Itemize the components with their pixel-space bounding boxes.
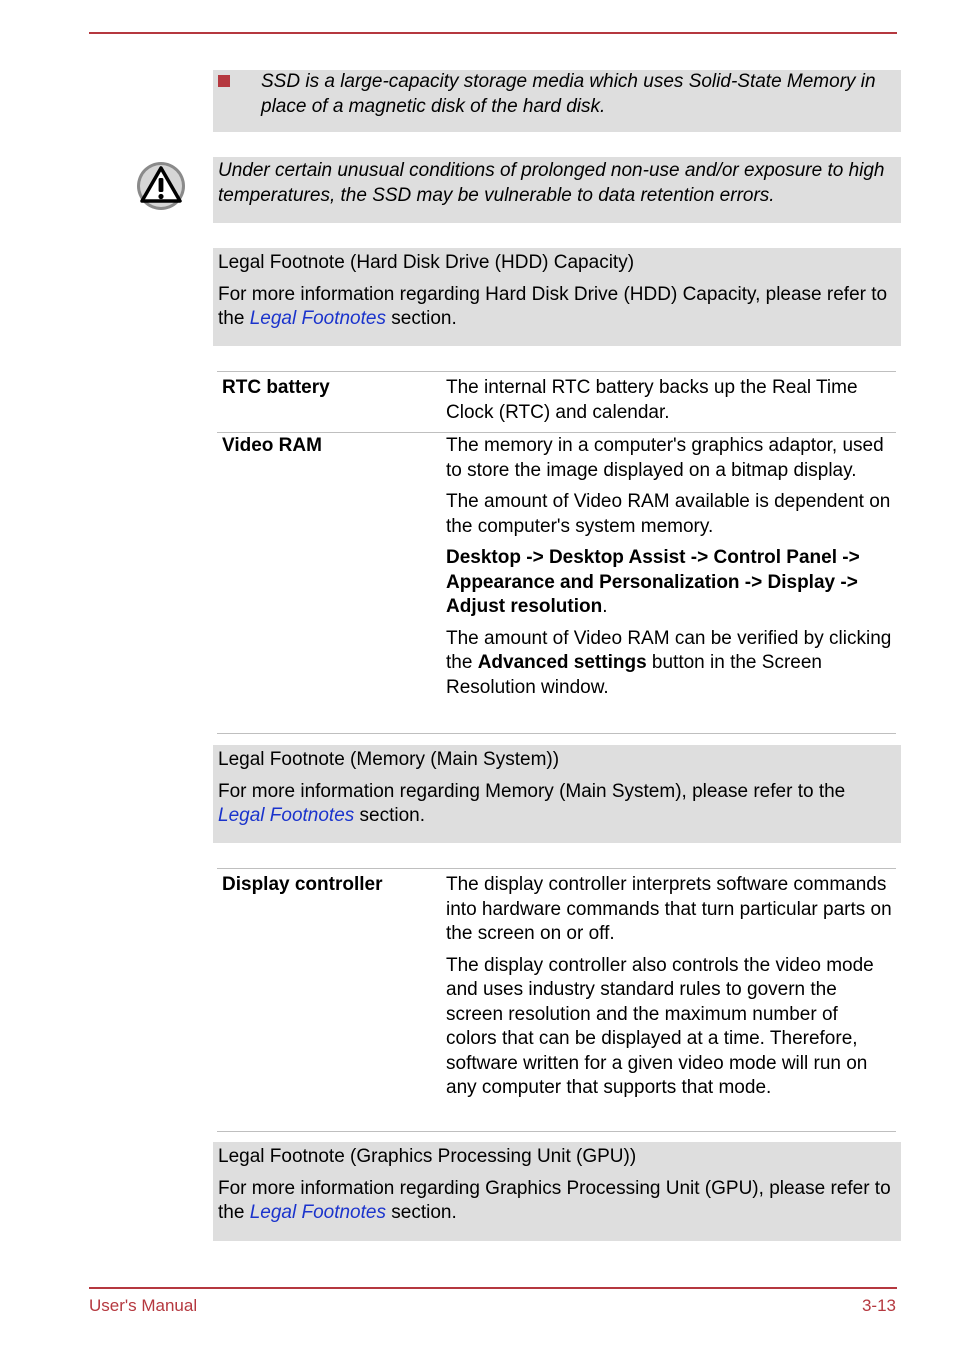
ssd-note-text: SSD is a large-capacity storage media which uses Solid-State Memory in place of a magnetic disk of the hard disk. (261, 71, 876, 117)
video-ram-path-end: . (602, 596, 608, 617)
legal-footnote-hdd (213, 248, 901, 346)
rtc-term: RTC battery (222, 377, 330, 398)
display-controller-term: Display controller (222, 874, 383, 895)
table-row-rtc-battery (217, 371, 896, 433)
footer-page-number: 3-13 (861, 1296, 896, 1315)
video-ram-p4 (446, 627, 893, 701)
video-ram-p4-a: The amount of Video RAM can be verified by clicking the (446, 627, 892, 673)
legal-hdd-body (218, 283, 896, 332)
legal-footnotes-link[interactable]: Legal Footnotes (249, 1202, 386, 1223)
video-ram-path-bold: Desktop -> Desktop Assist -> Control Panel -> Appearance and Personalization -> Display -> Adjust resolution (446, 547, 860, 617)
legal-gpu-prefix: For more information regarding Graphics Processing Unit (GPU), please refer to the (218, 1177, 891, 1223)
footer-rule (89, 1287, 897, 1289)
legal-mem-suffix: section. (354, 805, 426, 826)
warning-text: Under certain unusual conditions of prolonged non-use and/or exposure to high temperatures, the SSD may be vulnerable to data retention errors. (218, 160, 885, 206)
header-rule (89, 32, 897, 34)
legal-footnote-gpu (213, 1142, 901, 1241)
legal-mem-title: Legal Footnote (Memory (Main System)) (218, 749, 560, 770)
legal-hdd-prefix: For more information regarding Hard Disk Drive (HDD) Capacity, please refer to the (218, 283, 888, 329)
legal-hdd-title: Legal Footnote (Hard Disk Drive (HDD) Capacity) (218, 252, 635, 273)
video-ram-p4-b: button in the Screen Resolution window. (446, 652, 822, 698)
footer-manual-title: User's Manual (89, 1296, 198, 1315)
warning-triangle-icon (136, 161, 186, 211)
legal-mem-prefix: For more information regarding Memory (Main System), please refer to the (218, 780, 846, 802)
display-controller-p2: The display controller also controls the video mode and uses industry standard rules to govern the screen resolution and the maximum number of colors that can be displayed at a time. Therefore, software written for a given video mode will run on any computer that supports that mode. (446, 954, 874, 1098)
table-row-video-ram (217, 432, 896, 734)
display-controller-p1: The display controller interprets software commands into hardware commands that turn particular parts on the screen on or off. (446, 874, 892, 944)
video-ram-desc (446, 434, 893, 707)
video-ram-p2: The amount of Video RAM available is dependent on the computer's system memory. (446, 491, 891, 537)
legal-gpu-body (218, 1177, 896, 1226)
warning-box (213, 157, 901, 223)
legal-footnote-memory (213, 745, 901, 843)
ssd-note-box (213, 70, 901, 132)
video-ram-term: Video RAM (222, 435, 322, 456)
bullet-square-icon (218, 75, 230, 87)
legal-footnotes-link[interactable]: Legal Footnotes (218, 805, 355, 826)
display-controller-desc (446, 873, 893, 1108)
video-ram-p1: The memory in a computer's graphics adaptor, used to store the image displayed on a bitmap display. (446, 435, 884, 481)
legal-mem-body (218, 780, 896, 829)
legal-gpu-title: Legal Footnote (Graphics Processing Unit (GPU)) (218, 1146, 637, 1167)
legal-hdd-suffix: section. (385, 308, 457, 329)
video-ram-path (446, 546, 893, 620)
legal-gpu-suffix: section. (385, 1202, 457, 1223)
advanced-settings-label: Advanced settings (477, 652, 647, 673)
table-row-display-controller (217, 868, 896, 1132)
legal-footnotes-link[interactable]: Legal Footnotes (249, 308, 386, 329)
rtc-desc: The internal RTC battery backs up the Real Time Clock (RTC) and calendar. (446, 377, 858, 423)
